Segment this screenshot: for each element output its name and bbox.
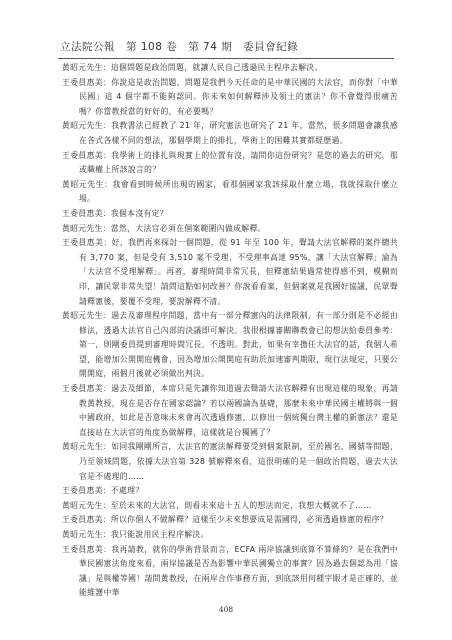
speaker-label: 王委員惠美： (62, 208, 111, 218)
transcript-paragraph (62, 76, 398, 120)
transcript-paragraph (62, 382, 398, 440)
speaker-label: 黃昭元先生： (62, 179, 113, 189)
speech-text: 至於未來的大法官，則看未來這十五人的想法而定，我想大概就不了…… (110, 500, 372, 510)
speech-text: 我教書法已經教了 21 年，研究憲法也研究了 21 年，當然，很多問題會讓我感在各式各樣不同的想法，那個學期上的排扎，學術上的困難其實都經歷過。 (79, 121, 398, 145)
speech-text: 所以你個人不做解釋？這樣至少未來想要成是需國得，必須透過修憲的程序？ (110, 515, 388, 525)
speaker-label: 王委員惠美： (62, 486, 111, 496)
transcript-paragraph (62, 222, 398, 237)
speech-text: 過去及審理程序問題，當中有一部分釋憲內的法律限制，有一部分則是不必經由修法，透過大法官自己內部的決議即可解決。我很根據審關聯教會已的想法給委員參考：第一，則剛委員提到審理時間冗長，不透明。對此，如果有幸擔任大法官的話，我個人希望，能增加公開開庭機會，因為增加公開開庭有助於加速審判期限，現行法規定，只要公開開庭，兩個月後就必須做出判決。 (79, 311, 398, 379)
transcript-paragraph (62, 499, 398, 514)
speech-text: 當然，大法官必須在個案範圍內做成解釋。 (110, 223, 266, 233)
speech-text: 我再請教，就你的學術背景而言，ECFA 兩岸協議到底算不算條約？是在我們中華民國憲法角度來看，兩岸協議是否為影響中華民國獨立的事實？因為過去個認為用「協議」是與權等國！請問黃教授，在兩岸合作事務方面，到底該用何種字眼才是正確的，並能維護中華 (79, 544, 398, 598)
speech-text: 好，我們再來探討一個問題，從 91 年至 100 年，聲請大法官解釋的案件總共有 3,770 案，但是受有 3,510 案不受理，不受理率高達 95%，讓「大法官解釋」淪為「大法官不受理解釋」。再者，審理時間非常冗長，但釋憲結果過常使得感不到，模糊而印，讓民眾非常失望！請問這點如何改善？你說看看案，但個案就是我國好協議，民眾聲請釋憲後，要覆不受理，要說解釋不清。 (79, 238, 398, 306)
transcript-paragraph (62, 484, 398, 499)
speaker-label: 王委員惠美： (62, 150, 112, 160)
speech-text: 不處理？ (110, 486, 144, 496)
transcript-paragraph (62, 543, 398, 601)
speaker-label: 黃昭元先生： (62, 311, 112, 321)
transcript-paragraph (62, 236, 398, 309)
page-number: 408 (218, 605, 234, 614)
transcript-paragraph (62, 528, 398, 543)
header-divider (58, 58, 394, 59)
speech-text: 我會看到時候所出現的國家，看那個國家我該採取什麼立場，我就採取什麼立場。 (79, 179, 398, 204)
speaker-label: 黃昭元先生： (62, 530, 111, 539)
speaker-label: 王委員惠美： (62, 544, 112, 554)
speaker-label: 王委員惠美： (62, 384, 112, 394)
transcript-paragraph (62, 61, 398, 76)
speech-text: 我只能說用民主程序解決。 (110, 530, 209, 539)
speaker-label: 王委員惠美： (62, 77, 112, 87)
speaker-label: 黃昭元先生： (62, 63, 111, 72)
transcript-paragraph (62, 119, 398, 148)
speaker-label: 黃昭元先生： (62, 121, 112, 131)
speaker-label: 王委員惠美： (62, 238, 112, 248)
page-header: 立法院公報 第 108 卷 第 74 期 委員會紀錄 (60, 41, 299, 53)
speech-text: 這個問題是政治問題，就讓人民自己透過民主程序去解決。 (110, 63, 323, 72)
speech-text: 我個本沒有定？ (110, 208, 168, 218)
speech-text: 我學術上的排扎與現實上的位置有沒，請問你這份研究？是您的過去的研究，那或職權上所該說言的？ (79, 150, 398, 175)
speech-text: 過去及細節，本席只是先讓你知道過去聲請大法官解釋有出現這樣的現象，再請教黃教授，現在是否存在國家認論？若以兩國論為基礎，那麼未來中華民國主權將與一個中國政府，如此是否意味未來會再次透過修憲，以修出一個統獨台灣主權的新憲法？還是直接站在大法官的角度為做解釋，這樣就是台獨國了？ (79, 384, 398, 437)
speaker-label: 黃昭元先生： (62, 442, 112, 452)
transcript-paragraph (62, 178, 398, 207)
transcript-paragraph (62, 440, 398, 484)
speech-text: 你說這是政治問題，問題是我們今天任命的是中華民國的大法官，而你對「中華民國」這 4 個字都不能夠認同。你未來如何解釋涉及領土的憲法？你不會覺得很痛苦嗎？你當教授當的好好的，有必要嗎？ (79, 77, 398, 116)
speaker-label: 王委員惠美： (62, 515, 111, 525)
speaker-label: 黃昭元先生： (62, 500, 111, 510)
transcript-body (62, 61, 398, 601)
transcript-paragraph (62, 149, 398, 178)
transcript-paragraph (62, 207, 398, 222)
speech-text: 如同我剛剛所言，大法官的憲法解釋要受到個案限制，至於國名、國號等問題，乃至領域問題，依據大法官第 328 號解釋來看，這很明確的是一個政治問題，過去大法官是不處理的…… (79, 442, 398, 481)
transcript-paragraph (62, 513, 398, 528)
transcript-paragraph (62, 309, 398, 382)
speaker-label: 黃昭元先生： (62, 223, 111, 233)
